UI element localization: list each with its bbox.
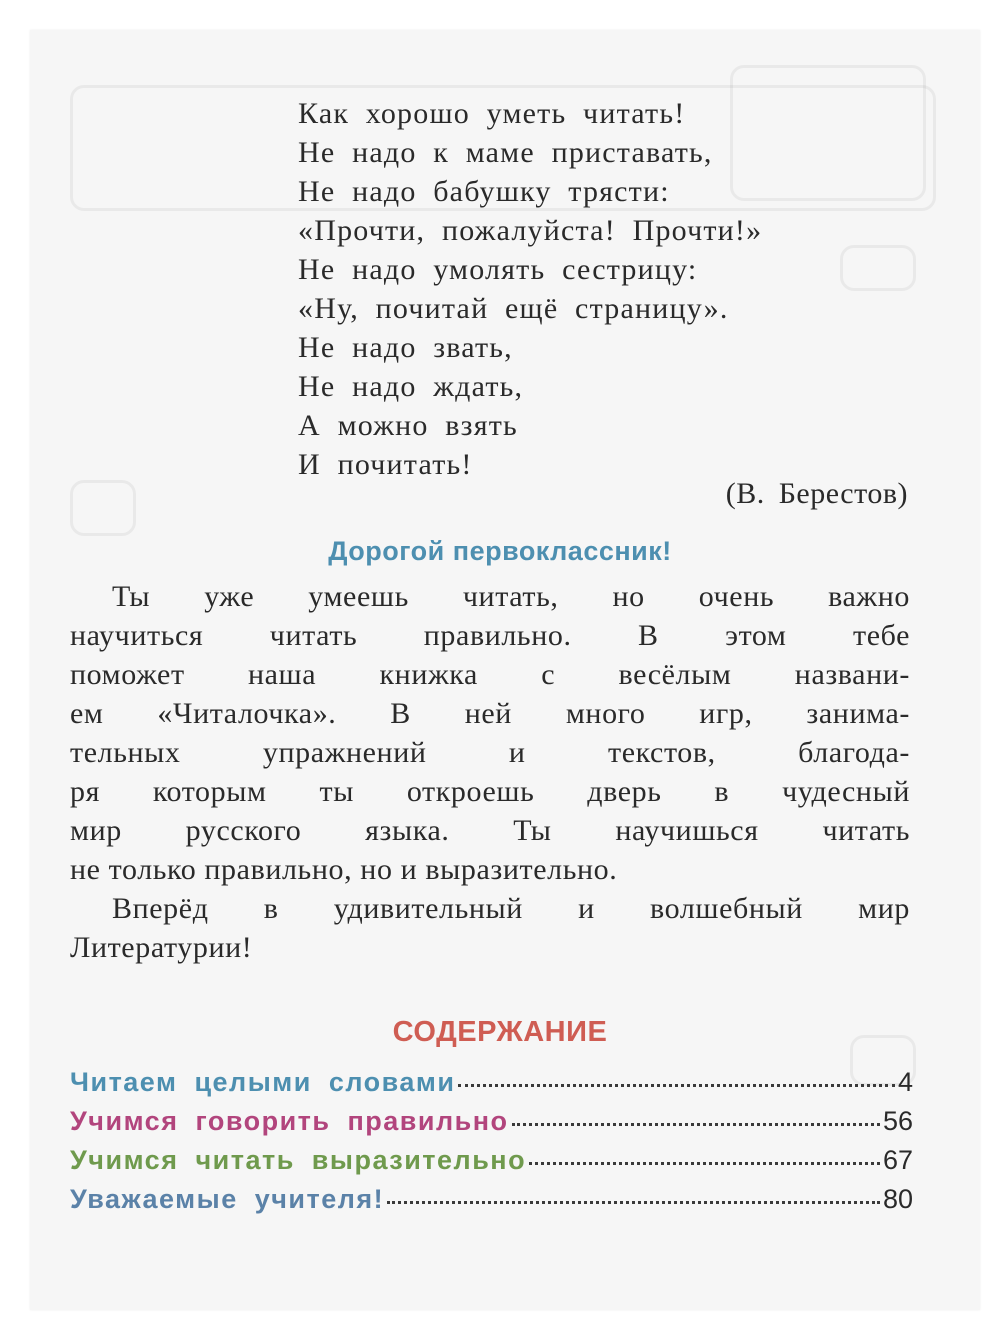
toc-page-number: 4 (897, 1067, 913, 1097)
toc-entry-title: Уважаемые учителя! (70, 1184, 385, 1214)
toc-entry[interactable] (70, 1184, 913, 1223)
letter-line: Литературии! (70, 931, 253, 964)
toc-page-number: 80 (882, 1184, 913, 1214)
letter-line: Ты уже умеешь читать, но очень важно (112, 580, 910, 613)
letter-line: не только правильно, но и выразительно. (70, 853, 618, 886)
toc-entry[interactable] (70, 1106, 913, 1145)
toc-entry[interactable] (70, 1067, 913, 1106)
greeting-heading: Дорогой первоклассник! (328, 536, 672, 566)
letter-line: тельных упражнений и текстов, благода- (70, 736, 910, 769)
letter-line: ря которым ты откроешь дверь в чудесный (70, 775, 910, 808)
poem-line: Не надо умолять сестрицу: (298, 253, 698, 286)
letter-text (70, 577, 910, 967)
poem-line: А можно взять (298, 409, 518, 442)
bleed-through-box (70, 480, 136, 536)
letter-line: поможет наша книжка с весёлым названи- (70, 658, 910, 691)
toc-entry-title: Учимся читать выразительно (70, 1145, 527, 1175)
toc-entry[interactable] (70, 1145, 913, 1184)
toc-entry-title: Читаем целыми словами (70, 1067, 456, 1097)
poem-line: «Ну, почитай ещё страницу». (298, 292, 729, 325)
letter-line: мир русского языка. Ты научишься читать (70, 814, 910, 847)
poem-line: «Прочти, пожалуйста! Прочти!» (298, 214, 763, 247)
bleed-through-box (840, 245, 916, 291)
toc-entry-title: Учимся говорить правильно (70, 1106, 509, 1136)
toc-leader-dots (387, 1201, 880, 1204)
toc-leader-dots (458, 1084, 894, 1087)
letter-line: научиться читать правильно. В этом тебе (70, 619, 910, 652)
poem-line: Как хорошо уметь читать! (298, 97, 686, 130)
poem-line: Не надо бабушку трясти: (298, 175, 670, 208)
letter-line: Вперёд в удивительный и волшебный мир (112, 892, 910, 925)
poem-line: Не надо ждать, (298, 370, 524, 403)
table-of-contents (70, 1067, 913, 1223)
toc-page-number: 56 (882, 1106, 913, 1136)
poem-line: Не надо звать, (298, 331, 513, 364)
poem-author: (В. Берестов) (725, 477, 908, 510)
poem-line: Не надо к маме приставать, (298, 136, 713, 169)
poem-line: И почитать! (298, 448, 473, 481)
letter-line: ем «Читалочка». В ней много игр, занима- (70, 697, 910, 730)
poem (298, 94, 762, 484)
toc-leader-dots (512, 1123, 880, 1126)
toc-leader-dots (529, 1162, 880, 1165)
contents-heading: СОДЕРЖАНИЕ (392, 1016, 608, 1048)
toc-page-number: 67 (882, 1145, 913, 1175)
